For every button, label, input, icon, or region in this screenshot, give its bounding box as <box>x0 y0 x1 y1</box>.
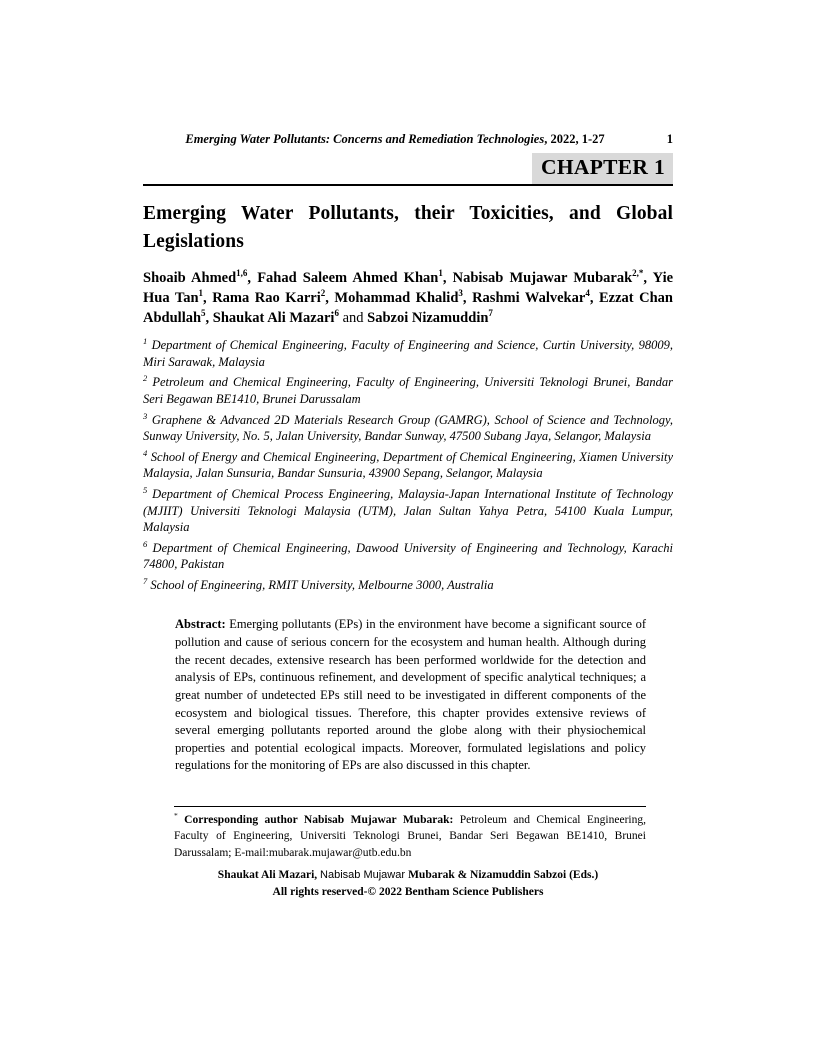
affiliations <box>143 337 673 593</box>
authors-conjunction: and <box>338 309 368 326</box>
editors-line <box>143 867 673 884</box>
author-affiliation-superscript: 4 <box>585 288 590 299</box>
footnote-marker: * <box>174 811 178 821</box>
footnote-text: Petroleum and Chemical Engineering, Faculty of Engineering, Universiti Teknologi Brunei, Bandar Seri Begawan BE1410, Brunei Darussalam; E-mail:mubarak.mujawar@utb.edu.bn <box>174 814 646 859</box>
affiliation-marker: 7 <box>143 575 148 586</box>
author: Fahad Saleem Ahmed Khan$^1$, <box>257 268 453 287</box>
affiliation-marker: 4 <box>143 447 148 458</box>
author: Yie Hua Tan$^1$, <box>143 270 674 307</box>
book-meta: , 2022, 1-27 <box>544 132 605 146</box>
chapter-title: Emerging Water Pollutants, their Toxicities, and Global Legislations <box>143 202 673 252</box>
author: Shaukat Ali Mazari$^6$ <box>212 307 339 326</box>
author: Sabzoi Nizamuddin$^7$ <box>367 307 493 326</box>
running-head-title <box>143 132 647 146</box>
chapter-badge: CHAPTER 1 <box>532 153 673 183</box>
author-affiliation-superscript: 1,6 <box>236 268 248 279</box>
author: Shoaib Ahmed$^{1,6}$, <box>143 268 258 287</box>
affiliation-marker: 1 <box>143 336 148 347</box>
affiliation-marker: 5 <box>143 485 148 496</box>
authors-line <box>143 269 673 328</box>
editors-sans: Nabisab Mujawar <box>320 869 409 882</box>
author: Nabisab Mujawar Mubarak$^{2,*}$, <box>452 268 653 287</box>
author-affiliation-superscript: 1 <box>438 268 443 279</box>
author-affiliation-superscript: 6 <box>334 307 339 318</box>
imprint <box>143 867 673 902</box>
footnote-label: Corresponding author Nabisab Mujawar Mubarak: <box>184 814 454 827</box>
author: Mohammad Khalid$^3$, <box>334 288 473 307</box>
author: Rashmi Walvekar$^4$, <box>472 288 599 307</box>
affiliation: $^6$ Department of Chemical Engineering, Dawood University of Engineering and Technology, Karachi 74800, Pakistan <box>143 538 673 572</box>
affiliation-marker: 2 <box>143 373 148 384</box>
affiliation: $^7$ School of Engineering, RMIT University, Melbourne 3000, Australia <box>143 575 494 593</box>
affiliation: $^2$ Petroleum and Chemical Engineering, Faculty of Engineering, Universiti Teknologi Brunei, Bandar Seri Begawan BE1410, Brunei Darussalam <box>143 373 673 406</box>
affiliation: $^5$ Department of Chemical Process Engineering, Malaysia-Japan International Institute of Technology (MJIIT) Universiti Teknologi Malaysia (UTM), Jalan Sultan Yahya Petra, 54100 Kuala Lumpur, Malaysia <box>143 485 673 534</box>
affiliation: $^3$ Graphene & Advanced 2D Materials Research Group (GAMRG), School of Science and Technology, Sunway University, No. 5, Jalan University, Bandar Sunway, 47500 Subang Jaya, Selangor, Malaysia <box>143 410 673 444</box>
book-title-italic: Emerging Water Pollutants: Concerns and Remediation Technologies <box>185 132 545 146</box>
affiliation-marker: 6 <box>143 538 148 549</box>
abstract <box>175 616 646 775</box>
author-affiliation-superscript: 2 <box>320 288 326 299</box>
author-affiliation-superscript: 3 <box>458 288 463 299</box>
author-affiliation-superscript: 7 <box>488 307 493 318</box>
author-affiliation-superscript: 5 <box>201 307 206 318</box>
author-affiliation-superscript: 1 <box>198 288 204 299</box>
affiliation: $^4$ School of Energy and Chemical Engineering, Department of Chemical Engineering, Xiamen University Malaysia, Jalan Sunsuria, Bandar Sunsuria, 43900 Sepang, Selangor, Malaysia <box>143 447 673 481</box>
running-head <box>143 132 673 146</box>
editors-serif-1: Shaukat Ali Mazari, <box>217 869 321 882</box>
editors-serif-2: Mubarak & Nizamuddin Sabzoi (Eds.) <box>408 869 599 882</box>
affiliation: $^1$ Department of Chemical Engineering, Faculty of Engineering and Science, Curtin University, 98009, Miri Sarawak, Malaysia <box>143 336 673 369</box>
author: Ezzat Chan Abdullah$^5$, <box>143 290 673 326</box>
author-affiliation-superscript: 2,* <box>632 268 644 279</box>
affiliation-marker: 3 <box>143 410 148 421</box>
corresponding-author-footnote <box>174 806 646 861</box>
abstract-text: Emerging pollutants (EPs) in the environment have become a significant source of pollution and cause of serious concern for the ecosystem and human health. Although during the recent decades, extensive research has been performed worldwide for the detection and analysis of EPs, continuous refinement, and development of specific analytical techniques; a great number of undetected EPs still need to be investigated in different components of the ecosystem and biological tissues. Therefore, this chapter provides extensive reviews of several emerging pollutants reported around the globe along with their physiochemical properties and potential ecological impacts. Moreover, formulated legislations and policy regulations for the monitoring of EPs are also discussed in this chapter. <box>175 617 646 773</box>
copyright-line: All rights reserved-© 2022 Bentham Science Publishers <box>272 886 544 899</box>
abstract-label: Abstract: <box>175 617 226 632</box>
chapter-banner <box>143 153 673 185</box>
author: Rama Rao Karri$^2$, <box>212 288 335 307</box>
page-number: 1 <box>666 132 673 146</box>
